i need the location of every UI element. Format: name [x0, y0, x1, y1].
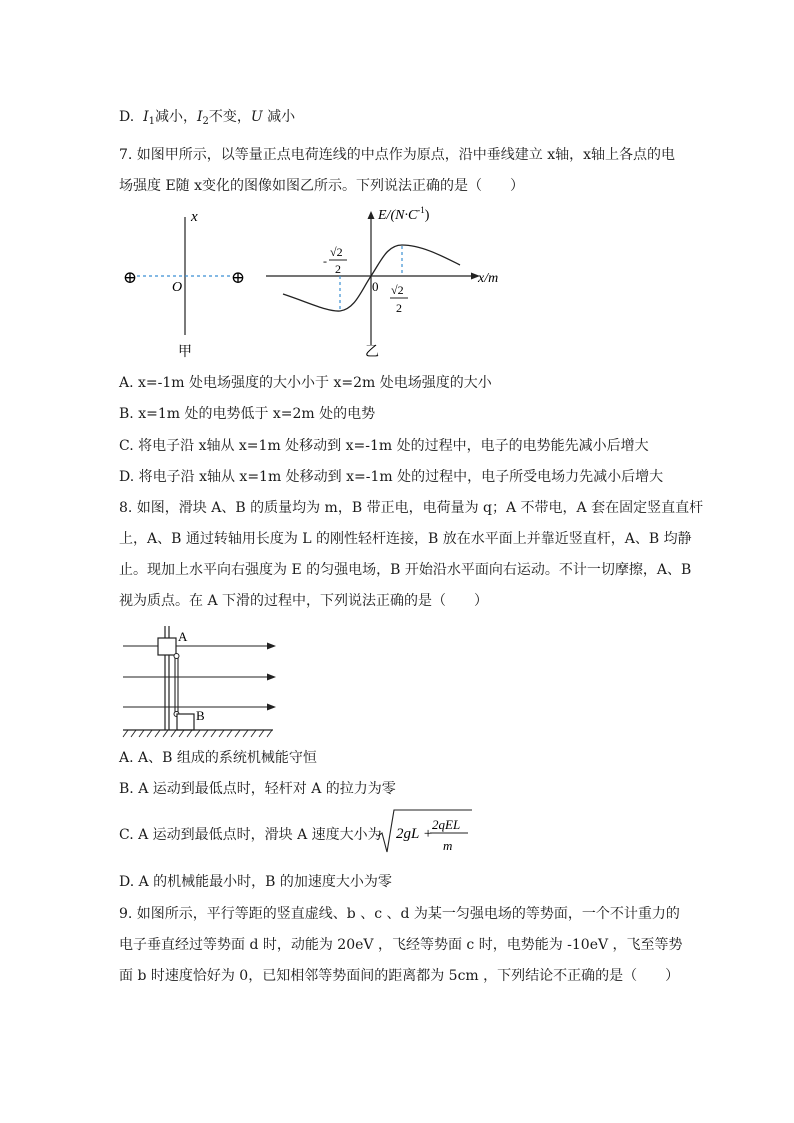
origin-label: 0 — [372, 279, 379, 294]
e-axis-label: $E/(N\cdot C^{-1})$ — [378, 205, 430, 223]
slider-b — [177, 714, 194, 730]
svg-text:2qEL: 2qEL — [432, 817, 461, 832]
figure-jia — [115, 205, 255, 365]
q8-option-a: A. A、B 组成的系统机械能守恒 — [119, 750, 317, 766]
svg-text:m: m — [443, 838, 453, 853]
q7-option-a: A. x=-1m 处电场强度的大小小于 x=2m 处电场强度的大小 — [119, 375, 492, 391]
x-axis-label: x/m — [478, 271, 499, 286]
field-arrow-icon — [267, 643, 276, 650]
pos-tick-label — [390, 283, 408, 315]
q8-figure — [118, 622, 288, 742]
q8-option-c: C. A 运动到最低点时，滑块 A 速度大小为 — [119, 827, 382, 843]
q8-stem-line-3: 止。现加上水平向右强度为 E 的匀强电场，B 开始沿水平面向右运动。不计一切摩擦，A、B — [119, 562, 692, 578]
voltage-symbol: U — [250, 109, 263, 125]
current-symbol: I — [143, 109, 149, 125]
svg-text:2gL +: 2gL + — [396, 826, 433, 842]
q7-stem-line-2: 场强度 E随 x变化的图像如图乙所示。下列说法正确的是（ ） — [119, 178, 525, 194]
field-arrow-icon — [267, 704, 276, 711]
option-prefix: D. — [119, 109, 135, 125]
pivot-top — [174, 654, 179, 659]
q9-stem-line-2: 电子垂直经过等势面 d 时，动能为 20eV ，飞经等势面 c 时，电势能为 -10eV ，飞至等势 — [119, 937, 683, 953]
svg-text:√2: √2 — [330, 245, 343, 259]
q7-option-c: C. 将电子沿 x轴从 x=1m 处移动到 x=-1m 处的过程中，电子的电势能先减小后增大 — [119, 438, 649, 454]
neg-tick-label — [323, 245, 347, 276]
positive-charge-right-icon: ⊕ — [230, 268, 246, 287]
q8-option-d: D. A 的机械能最小时，B 的加速度大小为零 — [119, 874, 392, 890]
q8-option-c-formula — [377, 808, 477, 856]
q9-stem-line-3: 面 b 时速度恰好为 0，已知相邻等势面间的距离都为 5cm ，下列结论不正确的是（ ） — [119, 968, 680, 984]
figure-caption: 乙 — [365, 345, 379, 360]
label-a: A — [178, 629, 188, 644]
current-symbol: I — [197, 109, 203, 125]
slider-a — [158, 638, 176, 655]
figure-caption: 甲 — [178, 345, 192, 360]
q7-stem-line-1: 7. 如图甲所示，以等量正点电荷连线的中点作为原点，沿中垂线建立 x轴，x轴上各点的电 — [119, 147, 676, 163]
figure-yi — [260, 205, 520, 365]
svg-text:-: - — [323, 254, 327, 268]
q8-stem-line-2: 上，A、B 通过转轴用长度为 L 的刚性轻杆连接，B 放在水平面上并靠近竖直杆，A、B 均静 — [119, 531, 692, 547]
q6-option-d: D. $I_1$减小，$I_2$不变，U 减小 — [119, 109, 296, 127]
origin-label: O — [172, 280, 183, 295]
e-axis-arrow-icon — [368, 211, 375, 219]
q9-stem-line-1: 9. 如图所示，平行等距的竖直虚线、b 、c 、d 为某一匀强电场的等势面，一个不计重力的 — [119, 906, 680, 922]
svg-text:2: 2 — [396, 301, 402, 315]
q8-stem-line-1: 8. 如图，滑块 A、B 的质量均为 m，B 带正电，电荷量为 q；A 不带电，A 套在固定竖直直杆 — [119, 500, 704, 516]
label-b: B — [196, 708, 205, 723]
q7-option-d: D. 将电子沿 x轴从 x=1m 处移动到 x=-1m 处的过程中，电子所受电场力先减小后增大 — [119, 469, 664, 485]
field-arrow-icon — [267, 674, 276, 681]
svg-text:2: 2 — [335, 262, 341, 276]
x-axis-label: x — [191, 209, 198, 225]
q8-stem-line-4: 视为质点。在 A 下滑的过程中，下列说法正确的是（ ） — [119, 593, 489, 609]
positive-charge-left-icon: ⊕ — [122, 268, 138, 287]
ground-hatch — [123, 730, 272, 737]
q8-option-b: B. A 运动到最低点时，轻杆对 A 的拉力为零 — [119, 781, 396, 797]
svg-text:√2: √2 — [391, 283, 404, 297]
q7-option-b: B. x=1m 处的电势低于 x=2m 处的电势 — [119, 406, 376, 422]
